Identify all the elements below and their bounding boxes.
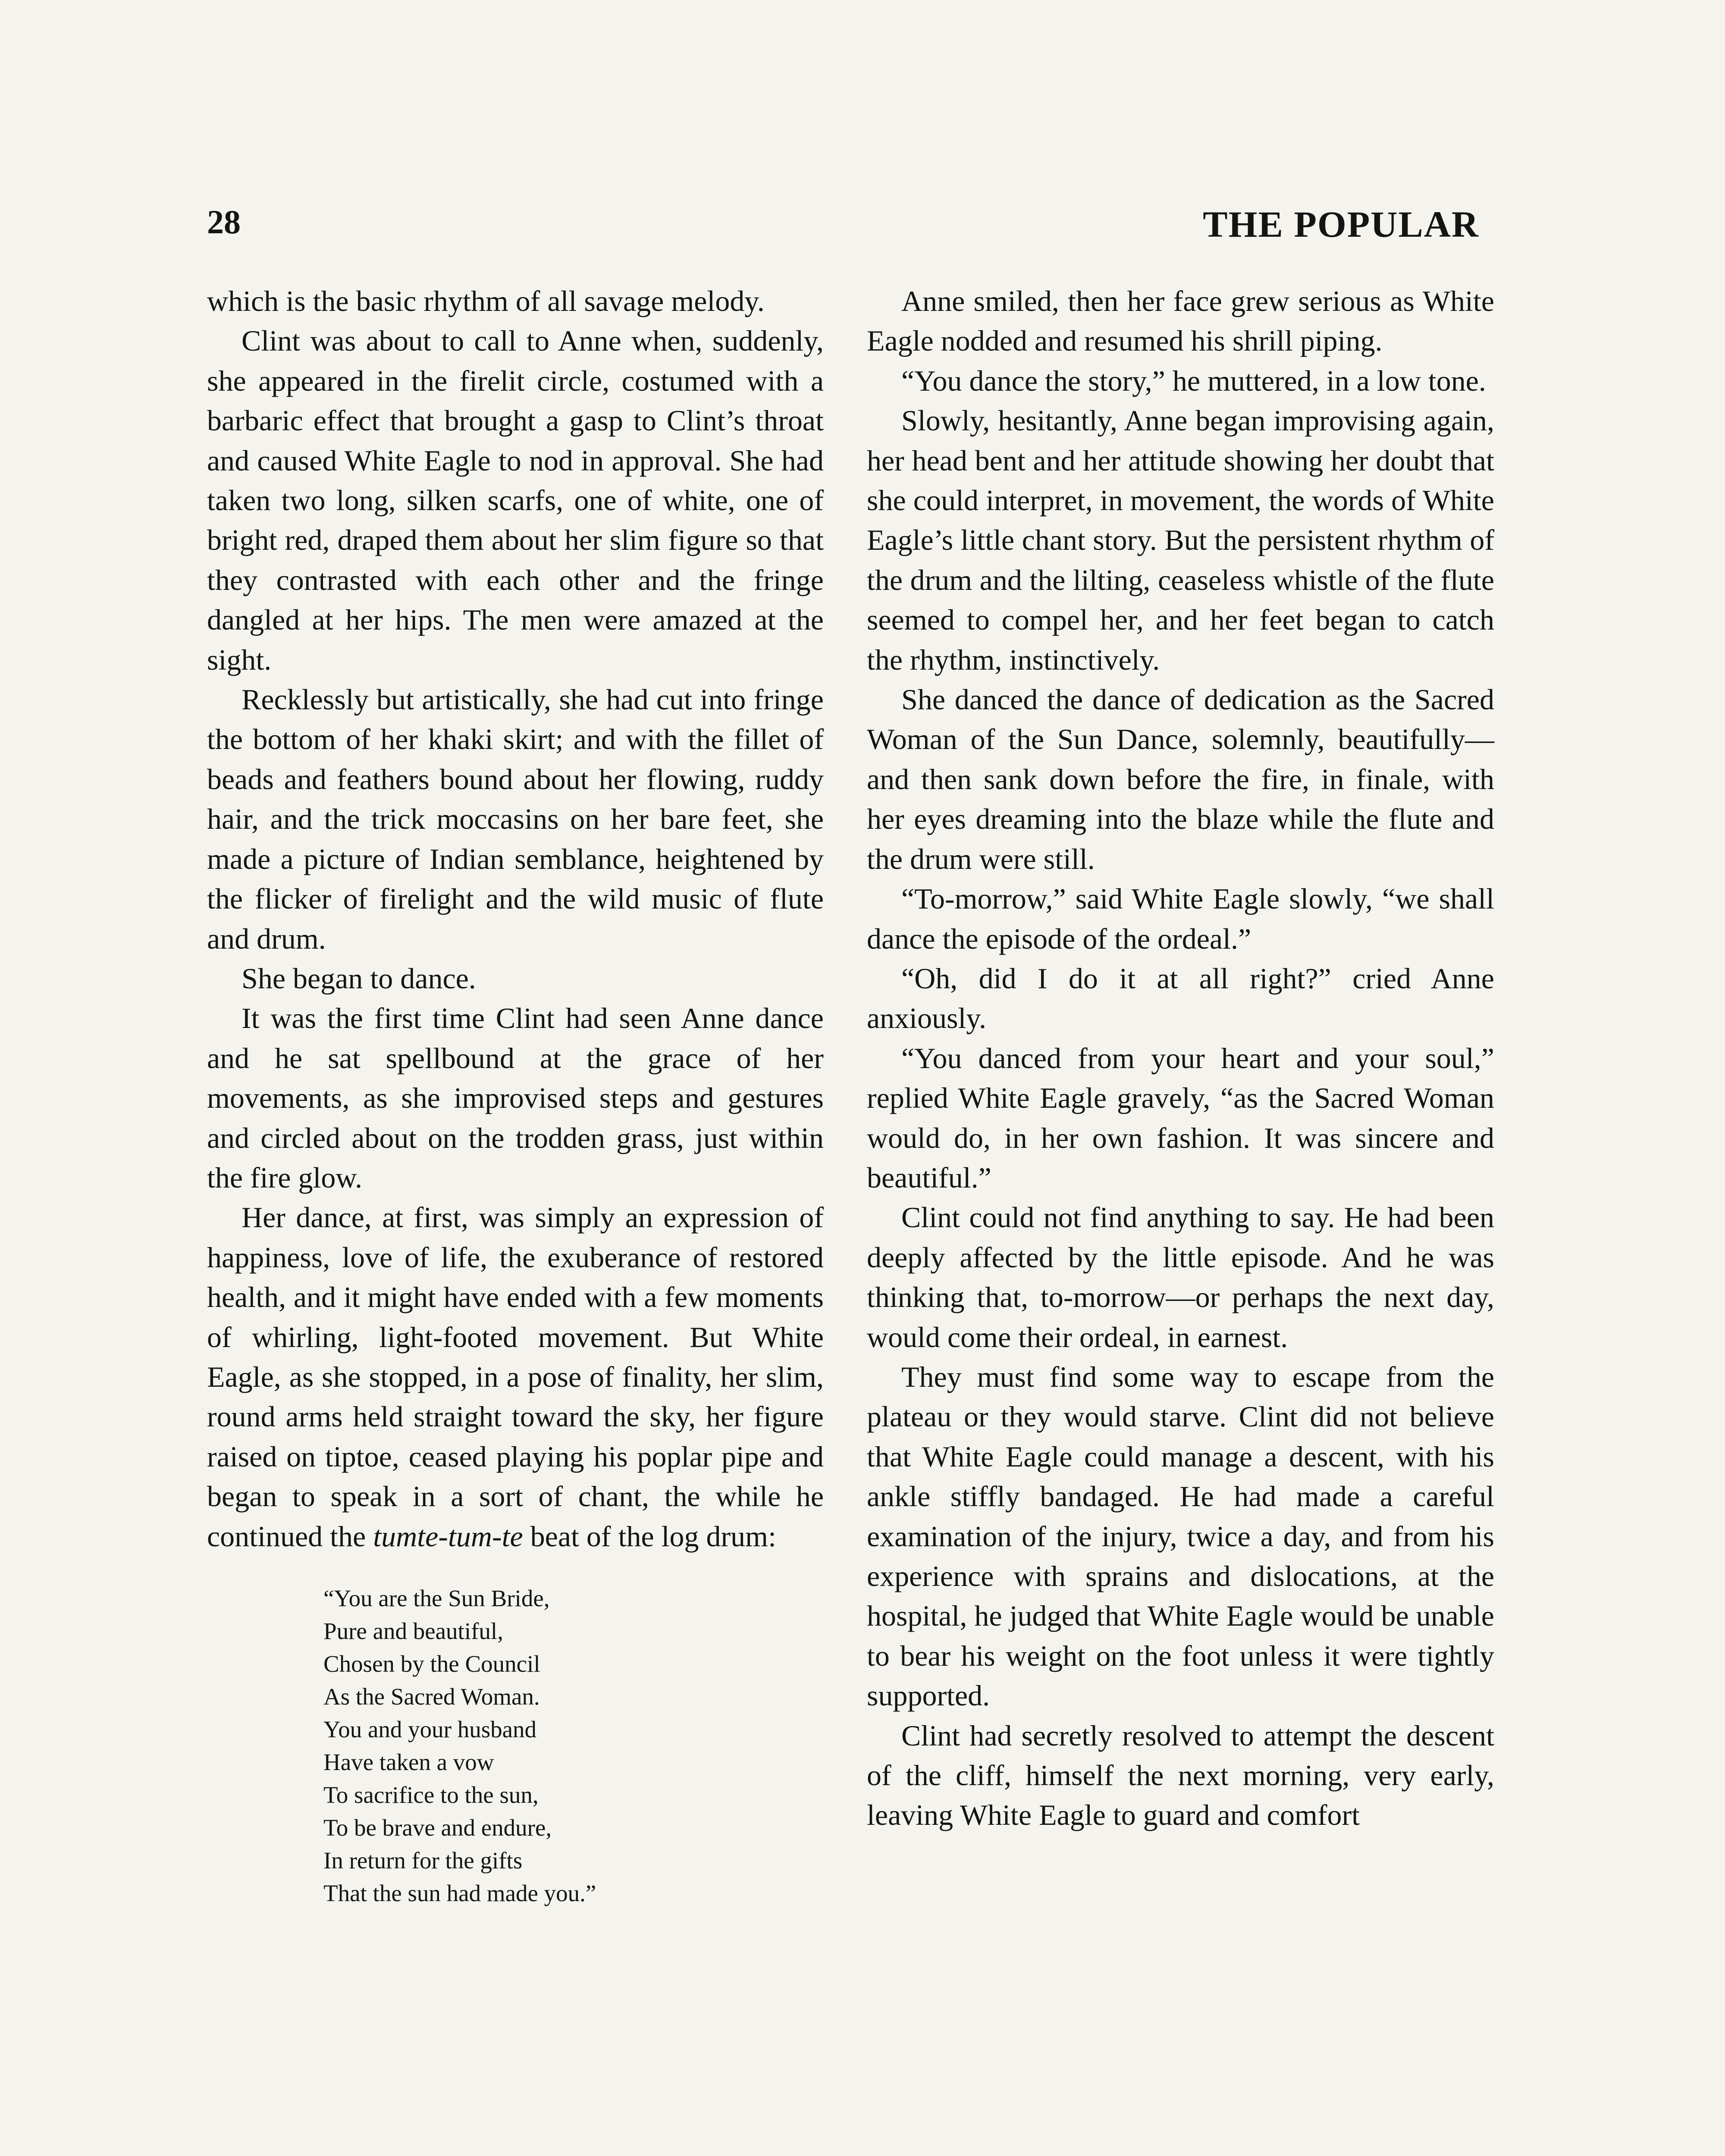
verse-line: Have taken a vow bbox=[323, 1749, 494, 1775]
paragraph: “You dance the story,” he muttered, in a low tone. bbox=[901, 364, 1486, 397]
paragraph: She danced the dance of dedication as the Sacred Woman of the Sun Dance, solemnly, beautifully—and then sank down before the fire, in finale, with her eyes dreaming into the blaze while the flute and the drum were still. bbox=[867, 683, 1494, 875]
paragraph: “To-morrow,” said White Eagle slowly, “we shall dance the episode of the ordeal.” bbox=[867, 882, 1494, 955]
paragraph-text: Her dance, at first, was simply an expression of happiness, love of life, the exuberance of restored health, and it might have ended with a few moments of whirling, light-footed movement. But White Eagle, as she stopped, in a pose of finality, her slim, round arms held straight toward the sky, her figure raised on tiptoe, ceased playing his poplar pipe and began to speak in a sort of chant, the while he continued the bbox=[207, 1201, 824, 1553]
paragraph: Clint could not find anything to say. He had been deeply affected by the little episode. And he was thinking that, to-morrow—or perhaps the next day, would come their ordeal, in earnest. bbox=[867, 1201, 1494, 1354]
paragraph-text-end: beat of the log drum: bbox=[530, 1520, 776, 1553]
paragraph: Clint had secretly resolved to attempt the descent of the cliff, himself the next morning, very early, leaving White Eagle to guard and comfort bbox=[867, 1719, 1494, 1832]
verse-line: To be brave and endure, bbox=[323, 1814, 552, 1841]
verse-line: To sacrifice to the sun, bbox=[323, 1782, 539, 1808]
paragraph: Recklessly but artistically, she had cut into fringe the bottom of her khaki skirt; and with the fillet of beads and feathers bound about her flowing, ruddy hair, and the trick moccasins on her bare feet, she made a picture of Indian semblance, heightened by the flicker of firelight and the wild music of flute and drum. bbox=[207, 683, 824, 955]
page-header bbox=[207, 203, 1479, 254]
verse-line: As the Sacred Woman. bbox=[323, 1683, 540, 1710]
paragraph: They must find some way to escape from the plateau or they would starve. Clint did not believe that White Eagle could manage a descent, with his ankle stiffly bandaged. He had made a careful examination of the injury, twice a day, and from his experience with sprains and dislocations, at the hospital, he judged that White Eagle would be unable to bear his weight on the foot unless it were tightly supported. bbox=[867, 1360, 1494, 1712]
verse-line: Pure and beautiful, bbox=[323, 1618, 503, 1644]
chant-verse bbox=[323, 1582, 824, 1910]
magazine-title: THE POPULAR bbox=[1203, 204, 1479, 245]
paragraph: Slowly, hesitantly, Anne began improvising again, her head bent and her attitude showing her doubt that she could interpret, in movement, the words of White Eagle’s little chant story. But the persistent rhythm of the drum and the lilting, ceaseless whistle of the flute seemed to compel her, and her feet began to catch the rhythm, instinctively. bbox=[867, 404, 1494, 676]
verse-line: Chosen by the Council bbox=[323, 1651, 540, 1677]
drum-beat-italic: tumte-tum-te bbox=[373, 1520, 523, 1553]
page-number: 28 bbox=[207, 203, 241, 241]
paragraph: Anne smiled, then her face grew serious as White Eagle nodded and resumed his shrill piping. bbox=[867, 285, 1494, 357]
verse-line: You and your husband bbox=[323, 1716, 537, 1742]
paragraph: She began to dance. bbox=[242, 962, 476, 995]
verse-line: That the sun had made you.” bbox=[323, 1880, 596, 1906]
paragraph: which is the basic rhythm of all savage melody. bbox=[207, 285, 765, 317]
paragraph bbox=[207, 1197, 824, 1556]
paragraph: It was the first time Clint had seen Anne dance and he sat spellbound at the grace of her movements, as she improvised steps and gestures and circled about on the trodden grass, just within the fire glow. bbox=[207, 1002, 824, 1194]
paragraph: “You danced from your heart and your soul,” replied White Eagle gravely, “as the Sacred Woman would do, in her own fashion. It was sincere and beautiful.” bbox=[867, 1041, 1494, 1194]
left-column bbox=[207, 281, 824, 1910]
verse-line: In return for the gifts bbox=[323, 1847, 523, 1874]
paragraph: Clint was about to call to Anne when, suddenly, she appeared in the firelit circle, costumed with a barbaric effect that brought a gasp to Clint’s throat and caused White Eagle to nod in approval. She had taken two long, silken scarfs, one of white, one of bright red, draped them about her slim figure so that they contrasted with each other and the fringe dangled at her hips. The men were amazed at the sight. bbox=[207, 324, 824, 676]
right-column bbox=[867, 281, 1494, 1835]
paragraph: “Oh, did I do it at all right?” cried Anne anxiously. bbox=[867, 962, 1494, 1035]
verse-line: “You are the Sun Bride, bbox=[323, 1585, 550, 1611]
